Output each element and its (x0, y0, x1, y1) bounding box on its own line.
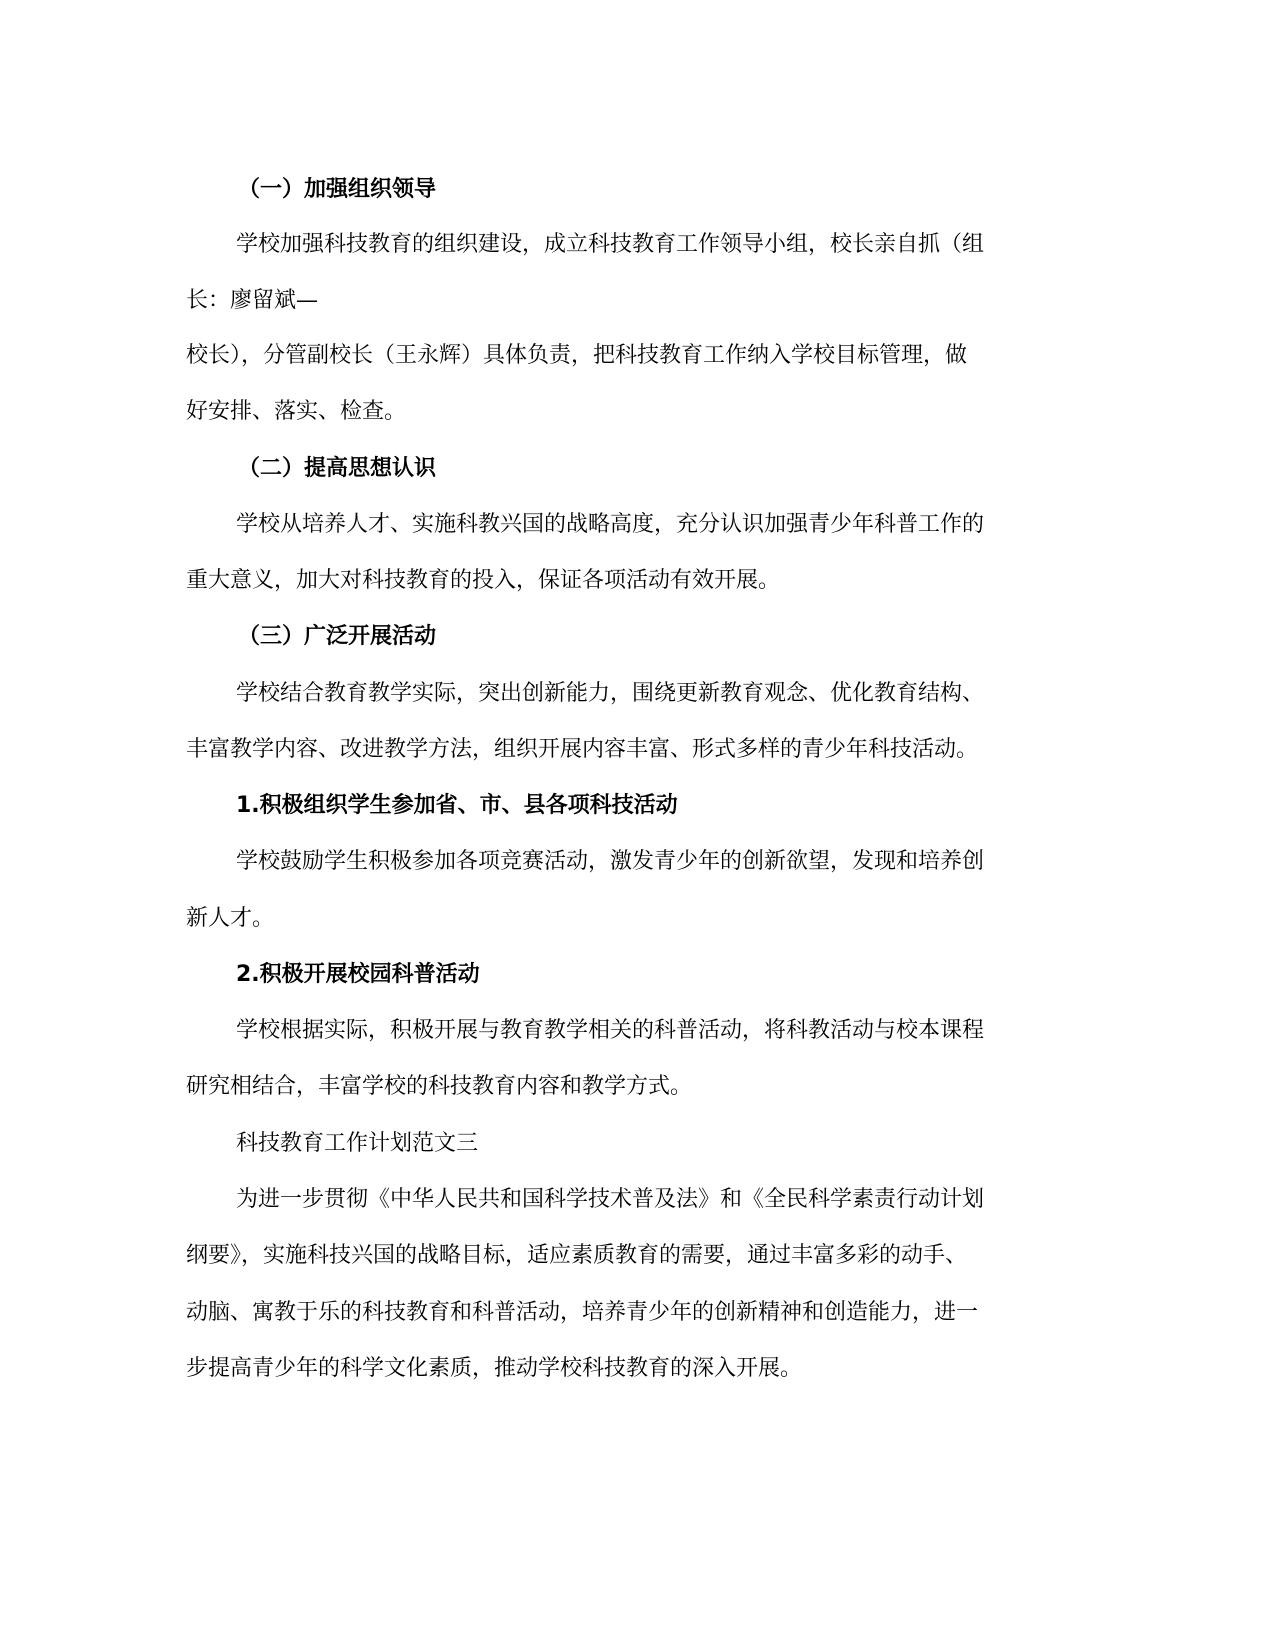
paragraph-line: 丰富教学内容、改进教学方法，组织开展内容丰富、形式多样的青少年科技活动。 (186, 737, 979, 762)
paragraph-line: 学校结合教育教学实际，突出创新能力，围绕更新教育观念、优化教育结构、 (236, 681, 985, 706)
section-heading-3: （三）广泛开展活动 (238, 624, 437, 649)
paragraph-line: 步提高青少年的科学文化素质，推动学校科技教育的深入开展。 (186, 1356, 803, 1381)
paragraph-line: 好安排、落实、检查。 (186, 399, 407, 424)
paragraph-line: 重大意义，加大对科技教育的投入，保证各项活动有效开展。 (186, 568, 781, 593)
paragraph-line: 校长），分管副校长（王永辉）具体负责，把科技教育工作纳入学校目标管理，做 (186, 343, 968, 368)
paragraph-line: 新人才。 (186, 906, 275, 931)
paragraph-line: 学校鼓励学生积极参加各项竞赛活动，激发青少年的创新欲望，发现和培养创 (236, 849, 985, 874)
paragraph-line: 学校加强科技教育的组织建设，成立科技教育工作领导小组，校长亲自抓（组 (236, 232, 985, 257)
paragraph-line: 为进一步贯彻《中华人民共和国科学技术普及法》和《全民科学素责行动计划 (236, 1187, 985, 1212)
paragraph-line: 长：廖留斌— (186, 288, 319, 313)
subsection-heading-1: 1.积极组织学生参加省、市、县各项科技活动 (236, 793, 678, 818)
paragraph-line: 动脑、寓教于乐的科技教育和科普活动，培养青少年的创新精神和创造能力，进一 (186, 1300, 979, 1325)
paragraph-line: 学校根据实际，积极开展与教育教学相关的科普活动，将科教活动与校本课程 (236, 1018, 985, 1043)
subsection-heading-2: 2.积极开展校园科普活动 (236, 962, 480, 987)
paragraph-line: 纲要》，实施科技兴国的战略目标，适应素质教育的需要，通过丰富多彩的动手、 (186, 1243, 968, 1268)
paragraph-line: 研究相结合，丰富学校的科技教育内容和教学方式。 (186, 1074, 693, 1099)
paragraph-line: 学校从培养人才、实施科教兴国的战略高度，充分认识加强青少年科普工作的 (236, 512, 985, 537)
section-heading-2: （二）提高思想认识 (238, 456, 437, 481)
section-heading-1: （一）加强组织领导 (238, 177, 437, 202)
document-subtitle: 科技教育工作计划范文三 (236, 1131, 479, 1156)
